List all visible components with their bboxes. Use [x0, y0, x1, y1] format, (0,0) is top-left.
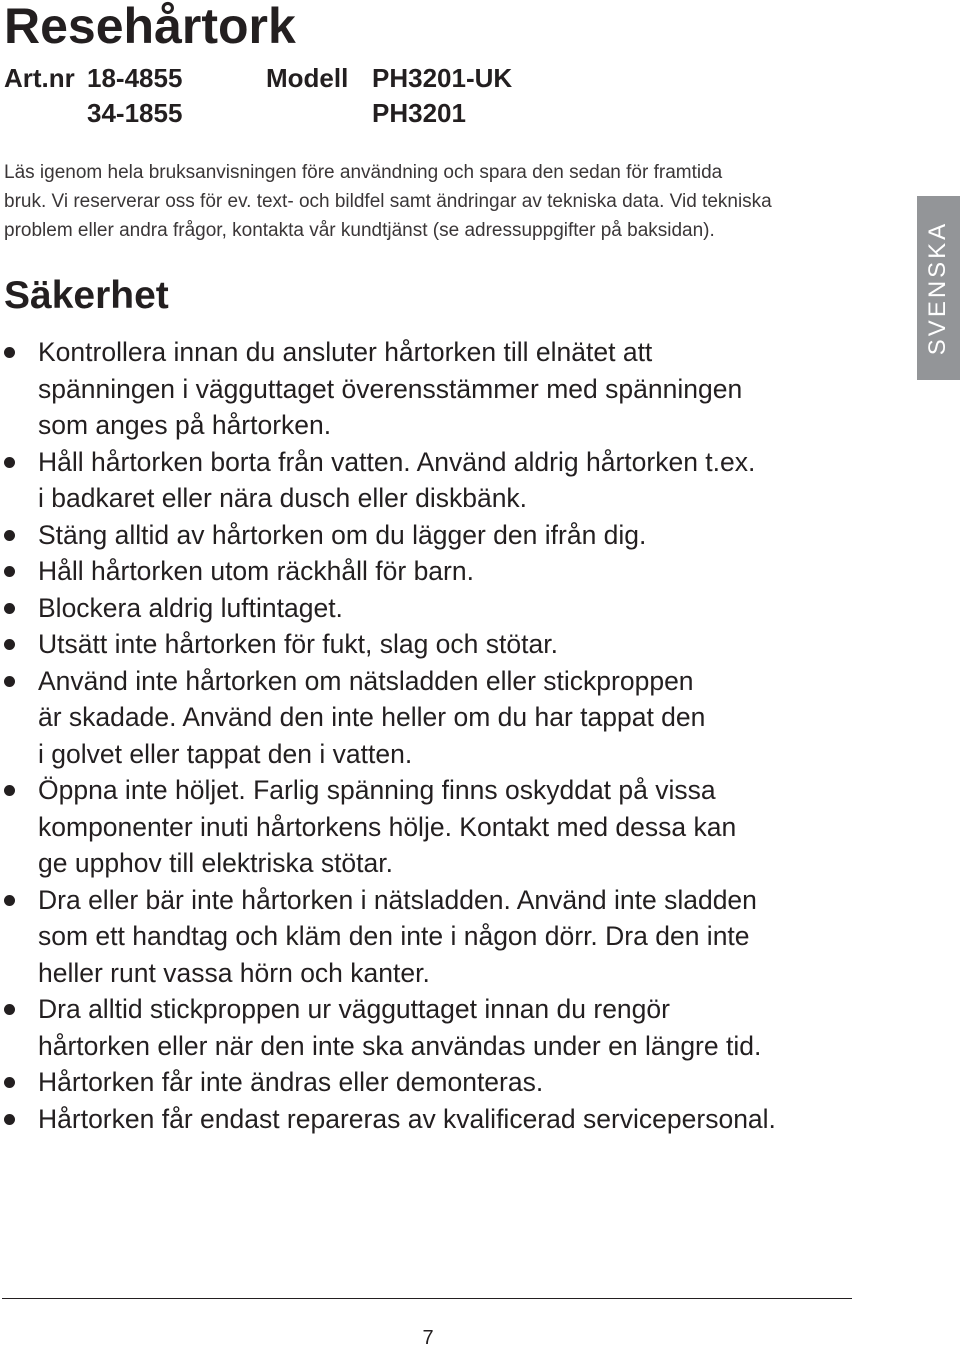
bullet-dot-icon	[4, 530, 15, 541]
art-number-primary: 18-4855	[87, 63, 183, 93]
safety-item-line: hårtorken eller när den inte ska användas under en längre tid.	[38, 1030, 762, 1061]
safety-item-line: Hårtorken får inte ändras eller demonteras.	[38, 1067, 544, 1097]
safety-item-line: komponenter inuti hårtorkens hölje. Kontakt med dessa kan	[38, 811, 737, 842]
bullet-dot-icon	[4, 676, 15, 687]
intro-line: bruk. Vi reserverar oss för ev. text- och bildfel samt ändringar av tekniska data. Vid tekniska	[4, 191, 772, 212]
section-heading-safety: Säkerhet	[4, 274, 169, 317]
bullet-dot-icon	[4, 1114, 15, 1125]
model-label: Modell	[266, 63, 349, 93]
intro-paragraph	[4, 158, 864, 245]
intro-line: problem eller andra frågor, kontakta vår kundtjänst (se adressuppgifter på baksidan).	[4, 220, 715, 241]
safety-item	[0, 626, 900, 663]
art-number-secondary: 34-1855	[87, 98, 183, 128]
safety-item-line: Kontrollera innan du ansluter hårtorken till elnätet att	[38, 337, 653, 367]
language-label: SVENSKA	[924, 220, 952, 356]
model-primary: PH3201-UK	[372, 63, 513, 93]
safety-item-line: i badkaret eller nära dusch eller diskbänk.	[38, 483, 528, 513]
safety-item-line: Hårtorken får endast repareras av kvalificerad servicepersonal.	[38, 1103, 776, 1134]
safety-item-line: ge upphov till elektriska stötar.	[38, 848, 393, 878]
safety-item-line: Dra eller bär inte hårtorken i nätsladden. Använd inte sladden	[38, 884, 757, 915]
safety-item-line: Dra alltid stickproppen ur vägguttaget innan du rengör	[38, 994, 670, 1024]
safety-item	[0, 334, 900, 444]
bullet-dot-icon	[4, 1004, 15, 1015]
footer-divider	[2, 1298, 852, 1299]
safety-item-line: Håll hårtorken utom räckhåll för barn.	[38, 556, 474, 586]
bullet-dot-icon	[4, 603, 15, 614]
safety-item-line: Blockera aldrig luftintaget.	[38, 592, 343, 623]
safety-item-line: Stäng alltid av hårtorken om du lägger den ifrån dig.	[38, 519, 647, 550]
bullet-dot-icon	[4, 639, 15, 650]
bullet-dot-icon	[4, 785, 15, 796]
safety-item	[0, 1101, 900, 1138]
safety-item	[0, 991, 900, 1064]
safety-list	[0, 334, 900, 1137]
intro-line: Läs igenom hela bruksanvisningen före användning och spara den sedan för framtida	[4, 162, 723, 183]
safety-item-line: Använd inte hårtorken om nätsladden eller stickproppen	[38, 665, 694, 696]
model-secondary: PH3201	[372, 98, 466, 128]
safety-item	[0, 882, 900, 992]
safety-item	[0, 553, 900, 590]
safety-item-line: som anges på hårtorken.	[38, 410, 332, 440]
safety-item-line: Öppna inte höljet. Farlig spänning finns oskyddat på vissa	[38, 775, 716, 805]
bullet-dot-icon	[4, 566, 15, 577]
safety-item	[0, 772, 900, 882]
safety-item	[0, 444, 900, 517]
safety-item-line: är skadade. Använd den inte heller om du har tappat den	[38, 702, 706, 732]
bullet-dot-icon	[4, 1077, 15, 1088]
bullet-dot-icon	[4, 347, 15, 358]
art-number-label: Art.nr	[4, 63, 75, 93]
safety-item-line: spänningen i vägguttaget överensstämmer med spänningen	[38, 373, 743, 404]
safety-item-line: Håll hårtorken borta från vatten. Använd aldrig hårtorken t.ex.	[38, 446, 756, 477]
safety-item	[0, 663, 900, 773]
safety-item	[0, 590, 900, 627]
safety-item-line: som ett handtag och kläm den inte i någon dörr. Dra den inte	[38, 921, 750, 951]
safety-item-line: Utsätt inte hårtorken för fukt, slag och stötar.	[38, 629, 558, 659]
bullet-dot-icon	[4, 457, 15, 468]
safety-item-line: heller runt vassa hörn och kanter.	[38, 957, 430, 988]
document-title: Resehårtork	[4, 0, 296, 54]
safety-item	[0, 1064, 900, 1101]
safety-item	[0, 517, 900, 554]
language-side-tab	[917, 196, 960, 380]
bullet-dot-icon	[4, 895, 15, 906]
page-number: 7	[422, 1327, 434, 1349]
safety-item-line: i golvet eller tappat den i vatten.	[38, 738, 413, 769]
